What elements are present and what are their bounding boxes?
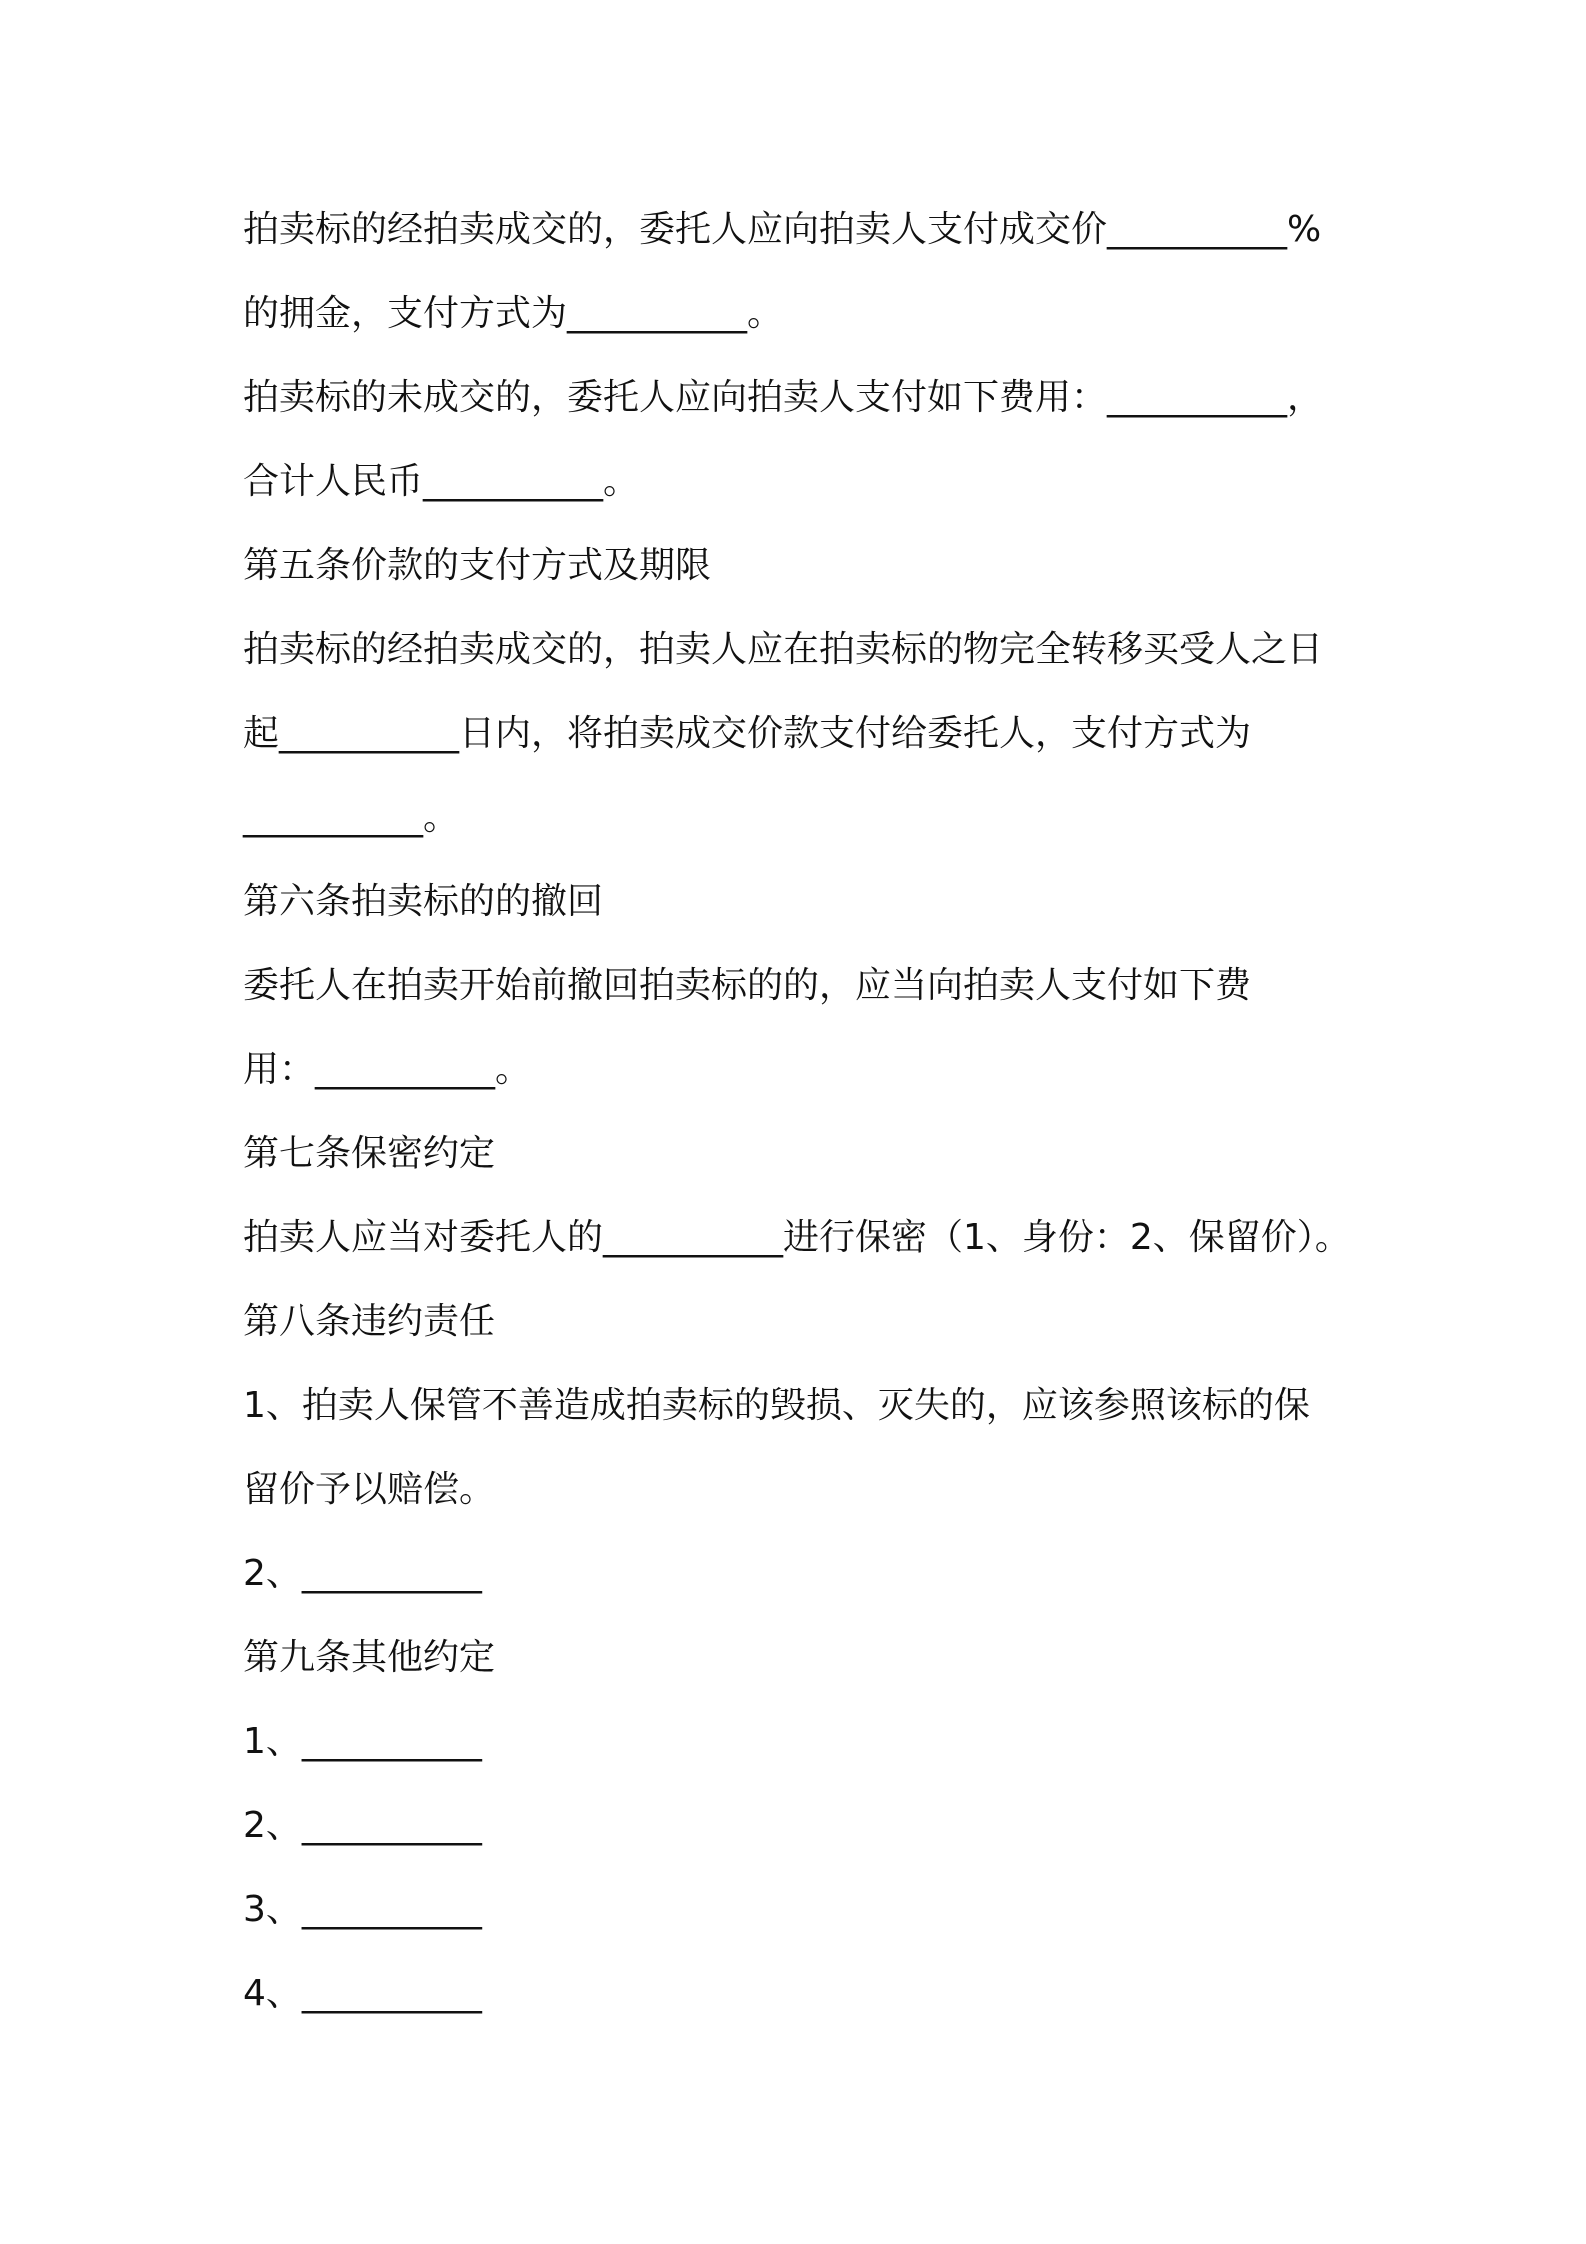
text-line-total-rmb: 合计人民币__________。 (243, 461, 640, 502)
text-line-payment-method: 的拥金，支付方式为__________。 (243, 293, 784, 334)
section-heading-article-6: 第六条拍卖标的的撤回 (243, 881, 604, 922)
text-line-unsold-fees: 拍卖标的未成交的，委托人应向拍卖人支付如下费用：__________， (243, 377, 1324, 418)
text-line-commission: 拍卖标的经拍卖成交的，委托人应向拍卖人支付成交价__________% (243, 209, 1322, 250)
text-line-article-9-item-4: 4、__________ (243, 1973, 482, 2014)
text-line-article-7-body: 拍卖人应当对委托人的__________进行保密（1、身份：2、保留价）。 (243, 1217, 1351, 1258)
section-heading-article-7: 第七条保密约定 (243, 1133, 496, 1174)
text-line-article-8-item-1: 1、拍卖人保管不善造成拍卖标的毁损、灭失的，应该参照该标的保 (243, 1385, 1310, 1426)
text-line-article-9-item-2: 2、__________ (243, 1805, 482, 1846)
section-heading-article-8: 第八条违约责任 (243, 1301, 496, 1342)
text-line-article-8-item-2: 2、__________ (243, 1553, 482, 1594)
section-heading-article-9: 第九条其他约定 (243, 1637, 496, 1678)
text-line-article-9-item-3: 3、__________ (243, 1889, 482, 1930)
section-heading-article-5: 第五条价款的支付方式及期限 (243, 545, 712, 586)
text-line-article-6-body-2: 用：__________。 (243, 1049, 532, 1090)
text-line-article-5-body-3: __________。 (243, 797, 460, 838)
text-line-article-8-item-1-cont: 留价予以赔偿。 (243, 1469, 496, 1510)
text-line-article-5-body-2: 起__________日内，将拍卖成交价款支付给委托人，支付方式为 (243, 713, 1252, 754)
text-line-article-9-item-1: 1、__________ (243, 1721, 482, 1762)
text-line-article-6-body-1: 委托人在拍卖开始前撤回拍卖标的的，应当向拍卖人支付如下费 (243, 965, 1252, 1006)
text-line-article-5-body-1: 拍卖标的经拍卖成交的，拍卖人应在拍卖标的物完全转移买受人之日 (243, 629, 1324, 670)
